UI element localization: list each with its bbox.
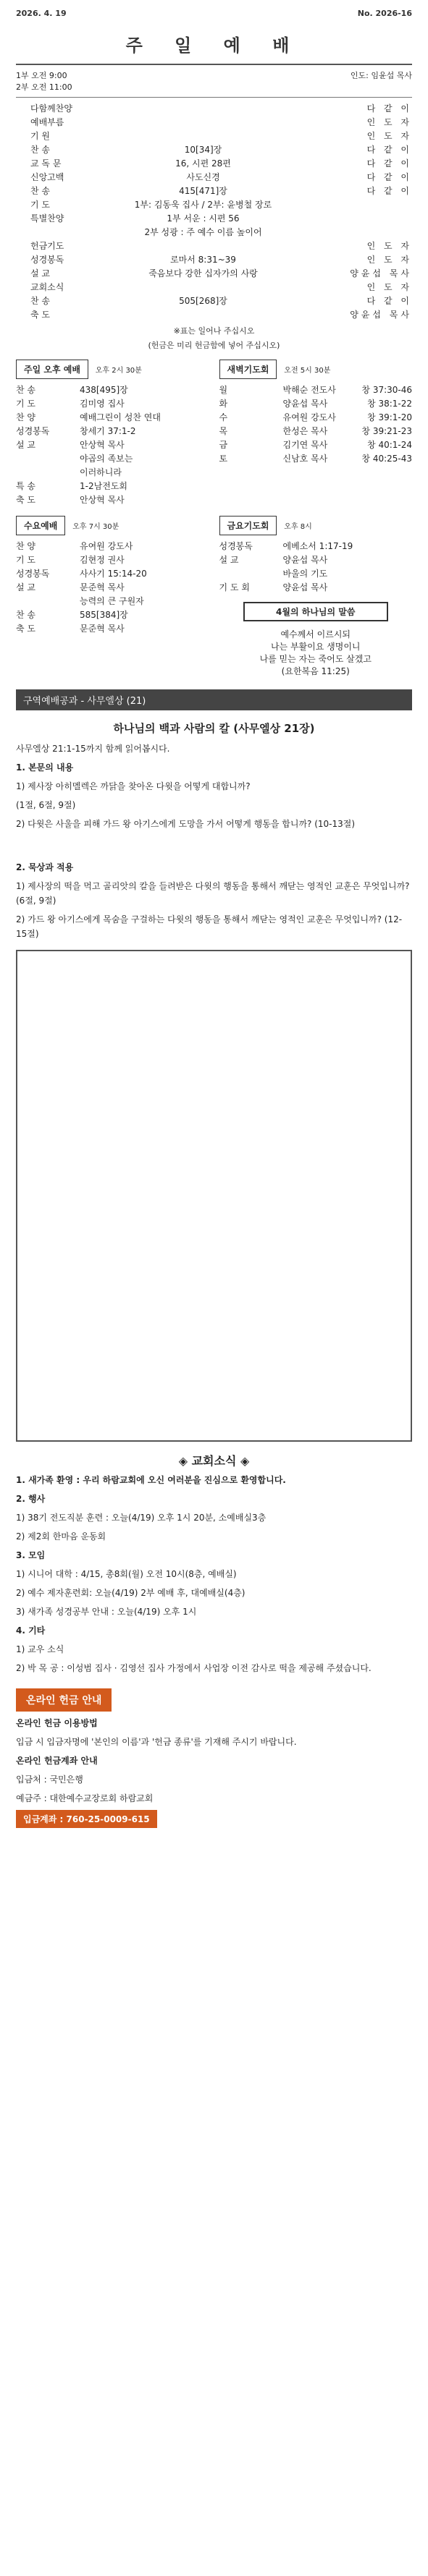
schedule-row bbox=[16, 452, 209, 466]
schedule-row bbox=[16, 438, 209, 452]
news-item: 3) 새가족 성경공부 안내 : 오늘(4/19) 오후 1시 bbox=[16, 1607, 197, 1617]
verse-line-1: 예수께서 이르시되 bbox=[280, 629, 351, 639]
schedule-cell: 창 40:25-43 bbox=[361, 454, 412, 464]
order-item: 찬 송 bbox=[30, 145, 50, 155]
order-detail bbox=[81, 129, 325, 143]
news-item: 1) 시니어 대학 : 4/15, 총8회(월) 오전 10시(8층, 예배실) bbox=[16, 1569, 237, 1579]
schedule-row bbox=[219, 397, 413, 411]
schedule-cell: 바울의 기도 bbox=[282, 569, 328, 579]
friday-time: 오후 8시 bbox=[284, 523, 312, 531]
lesson-q1: 1) 제사장 아히멜렉은 까닭을 찾아온 다윗을 어떻게 대합니까? bbox=[16, 781, 251, 791]
wednesday-friday-section bbox=[16, 516, 412, 678]
order-item: 성경봉독 bbox=[30, 255, 64, 265]
lesson-heading-1: 1. 본문의 내용 bbox=[16, 762, 74, 773]
order-leader: 다 같 이 bbox=[366, 145, 412, 155]
order-leader: 인 도 자 bbox=[366, 255, 412, 265]
schedule-cell: 예배그린이 성찬 연대 bbox=[80, 412, 161, 422]
news-item: 2) 제2회 한마음 운동회 bbox=[16, 1531, 106, 1542]
schedule-cell bbox=[16, 452, 80, 466]
offering-instruction: 입금 시 입금자명에 '본인의 이름'과 '헌금 종류'를 기재해 주시기 바랍니다. bbox=[16, 1737, 297, 1747]
schedule-row bbox=[16, 466, 209, 480]
header bbox=[16, 9, 412, 18]
order-item: 예배부름 bbox=[30, 117, 64, 127]
schedule-cell: 양윤섭 목사 bbox=[282, 399, 328, 409]
order-item: 교회소식 bbox=[30, 282, 64, 292]
schedule-cell: 성경봉독 bbox=[219, 541, 253, 551]
news-item: 1. 새가족 환영 : 우리 하람교회에 오신 여러분을 진심으로 환영합니다. bbox=[16, 1475, 286, 1485]
order-row bbox=[16, 184, 412, 198]
schedule-cell: 야곱의 족보는 bbox=[80, 454, 133, 464]
schedule-cell: 창 39:1-20 bbox=[367, 412, 412, 422]
schedule-cell bbox=[219, 567, 283, 581]
friday-prayer bbox=[219, 516, 413, 678]
schedule-cell: 찬 송 bbox=[16, 610, 35, 620]
schedule-cell: 찬 송 bbox=[16, 385, 35, 395]
order-leader: 다 같 이 bbox=[366, 172, 412, 182]
order-detail bbox=[81, 116, 325, 129]
order-leader: 인 도 자 bbox=[366, 282, 412, 292]
schedule-cell: 585[384]장 bbox=[80, 610, 128, 620]
lesson-q2: 2) 다윗은 사울을 피해 가드 왕 아기스에게 도망을 가서 어떻게 행동을 합니까? (10-13절) bbox=[16, 819, 356, 829]
schedule-row bbox=[16, 425, 209, 438]
order-detail bbox=[81, 102, 325, 116]
order-detail: 죽음보다 강한 십자가의 사랑 bbox=[148, 268, 258, 279]
order-item: 찬 송 bbox=[30, 186, 50, 196]
service-second: 2부 오전 11:00 bbox=[16, 82, 72, 92]
verse-line-2: 나는 부활이요 생명이니 bbox=[270, 642, 361, 652]
news-item: 4. 기타 bbox=[16, 1625, 46, 1636]
order-of-worship bbox=[16, 102, 412, 322]
offering-holder: 예금주 : 대한예수교장로회 하람교회 bbox=[16, 1793, 154, 1803]
lesson-title: 하나님의 백과 사람의 칼 (사무엘상 21장) bbox=[113, 722, 315, 735]
order-item: 다함께찬양 bbox=[30, 103, 72, 114]
order-detail: 505[268]장 bbox=[179, 296, 227, 306]
afternoon-time: 오후 2시 30분 bbox=[95, 367, 142, 375]
wednesday-title: 수요예배 bbox=[16, 516, 65, 535]
order-row bbox=[16, 308, 412, 322]
dawn-time: 오전 5시 30분 bbox=[284, 367, 331, 375]
order-detail: 로마서 8:31~39 bbox=[170, 255, 236, 265]
schedule-cell: 유여원 강도사 bbox=[282, 412, 336, 422]
order-item: 설 교 bbox=[30, 268, 50, 279]
afternoon-service bbox=[16, 360, 209, 507]
lesson-read: 사무엘상 21:1-15까지 함께 읽어봅시다. bbox=[16, 744, 170, 754]
order-row bbox=[16, 226, 412, 239]
schedule-cell: 창 37:30-46 bbox=[361, 385, 412, 395]
schedule-cell: 양윤섭 목사 bbox=[282, 582, 328, 592]
lesson-q3: 1) 제사장의 떡을 먹고 골리앗의 칼을 들려받은 다윗의 행동을 통해서 깨닫는 영적인 교훈은 무엇입니까? (6절, 9절) bbox=[16, 881, 410, 906]
schedule-cell: 438[495]장 bbox=[80, 385, 128, 395]
news-list bbox=[16, 1473, 412, 1675]
schedule-cell: 성경봉독 bbox=[16, 569, 50, 579]
order-detail bbox=[81, 239, 325, 253]
order-leader: 양윤섭 목사 bbox=[350, 268, 412, 279]
page-title: 주 일 예 배 bbox=[125, 35, 303, 56]
order-leader: 인 도 자 bbox=[366, 117, 412, 127]
offering-how: 온라인 헌금 이용방법 bbox=[16, 1718, 98, 1728]
order-detail: 사도신경 bbox=[186, 172, 220, 182]
schedule-row bbox=[16, 397, 209, 411]
schedule-cell: 특 송 bbox=[16, 481, 35, 491]
order-leader: 양윤섭 목사 bbox=[350, 310, 412, 320]
schedule-cell: 설 교 bbox=[16, 582, 35, 592]
order-item: 기 원 bbox=[30, 131, 50, 141]
friday-title: 금요기도회 bbox=[219, 516, 277, 535]
lesson-a1: (1절, 6절, 9절) bbox=[16, 800, 76, 810]
news-item: 1) 교우 소식 bbox=[16, 1644, 64, 1654]
schedule-row bbox=[16, 595, 209, 608]
schedule-cell: 기 도 bbox=[16, 399, 35, 409]
schedule-cell: 축 도 bbox=[16, 495, 35, 505]
schedule-cell: 김현정 권사 bbox=[80, 555, 125, 565]
order-row bbox=[16, 239, 412, 253]
news-item: 3. 모임 bbox=[16, 1550, 46, 1560]
order-detail: 1부: 김동욱 집사 / 2부: 윤병철 장로 bbox=[134, 200, 272, 210]
schedule-cell: 설 교 bbox=[16, 440, 35, 450]
order-leader: 다 같 이 bbox=[366, 158, 412, 169]
verse-reference: (요한복음 11:25) bbox=[281, 666, 350, 676]
order-leader: 다 같 이 bbox=[366, 103, 412, 114]
service-first: 1부 오전 9:00 bbox=[16, 71, 67, 80]
schedule-cell bbox=[16, 466, 80, 480]
schedule-cell: 기 도 bbox=[16, 555, 35, 565]
schedule-row bbox=[219, 581, 413, 595]
schedule-row bbox=[16, 622, 209, 636]
order-detail bbox=[81, 308, 325, 322]
wednesday-service bbox=[16, 516, 209, 678]
schedule-cell: 찬 양 bbox=[16, 541, 35, 551]
schedule-cell: 수 bbox=[219, 412, 228, 422]
afternoon-dawn-section bbox=[16, 360, 412, 507]
schedule-cell: 1-2남전도회 bbox=[80, 481, 127, 491]
schedule-row bbox=[219, 411, 413, 425]
schedule-row bbox=[219, 425, 413, 438]
schedule-row bbox=[16, 553, 209, 567]
order-row bbox=[16, 129, 412, 143]
order-row bbox=[16, 171, 412, 184]
schedule-cell: 유여원 강도사 bbox=[80, 541, 133, 551]
service-times bbox=[16, 69, 412, 93]
order-item: 찬 송 bbox=[30, 296, 50, 306]
order-leader bbox=[325, 212, 412, 226]
afternoon-title: 주일 오후 예배 bbox=[16, 360, 88, 379]
order-leader: 다 같 이 bbox=[366, 296, 412, 306]
schedule-cell: 창 38:1-22 bbox=[367, 399, 412, 409]
order-detail bbox=[81, 281, 325, 294]
schedule-cell: 토 bbox=[219, 454, 228, 464]
news-item: 2) 박 목 공 : 이성범 집사 · 김영선 집사 가정에서 사업장 이전 감사로 떡을 제공해 주셨습니다. bbox=[16, 1663, 372, 1673]
schedule-row bbox=[219, 452, 413, 466]
schedule-cell: 찬 양 bbox=[16, 412, 35, 422]
order-item: 교 독 문 bbox=[30, 158, 62, 169]
offering-account: 입금계좌 : 760-25-0009-615 bbox=[16, 1810, 157, 1828]
schedule-cell: 축 도 bbox=[16, 624, 35, 634]
schedule-cell: 화 bbox=[219, 399, 228, 409]
verse-title: 4월의 하나님의 말씀 bbox=[243, 602, 388, 621]
schedule-row bbox=[219, 553, 413, 567]
order-detail: 1부 서운 : 시편 56 bbox=[167, 213, 240, 224]
schedule-cell: 창 39:21-23 bbox=[361, 426, 412, 436]
schedule-cell: 능력의 큰 구원자 bbox=[80, 596, 144, 606]
schedule-cell: 금 bbox=[219, 440, 228, 450]
schedule-cell: 기 도 회 bbox=[219, 582, 250, 592]
schedule-cell: 문준혁 목사 bbox=[80, 582, 125, 592]
schedule-row bbox=[16, 581, 209, 595]
news-item: 2. 행사 bbox=[16, 1494, 46, 1504]
schedule-row bbox=[16, 567, 209, 581]
schedule-cell: 사사기 15:14-20 bbox=[80, 569, 147, 579]
order-row bbox=[16, 281, 412, 294]
news-title: ◈ 교회소식 ◈ bbox=[178, 1454, 250, 1468]
order-item: 축 도 bbox=[30, 310, 50, 320]
order-item bbox=[16, 226, 81, 239]
news-item: 2) 예수 제자훈련회: 오늘(4/19) 2부 예배 후, 대예배실(4층) bbox=[16, 1588, 246, 1598]
schedule-cell: 목 bbox=[219, 426, 228, 436]
order-detail: 16, 시편 28편 bbox=[175, 158, 231, 169]
wednesday-time: 오후 7시 30분 bbox=[72, 523, 119, 531]
schedule-row bbox=[16, 383, 209, 397]
schedule-cell: 월 bbox=[219, 385, 228, 395]
schedule-cell: 성경봉독 bbox=[16, 426, 50, 436]
order-row bbox=[16, 212, 412, 226]
schedule-cell bbox=[16, 595, 80, 608]
schedule-cell: 안상혁 목사 bbox=[80, 495, 125, 505]
order-row bbox=[16, 267, 412, 281]
schedule-cell: 신남호 목사 bbox=[282, 454, 328, 464]
lesson-q4: 2) 가드 왕 아기스에게 목숨을 구걸하는 다윗의 행동을 통해서 깨닫는 영적인 교훈은 무엇입니까? (12-15절) bbox=[16, 914, 403, 939]
order-leader bbox=[325, 198, 412, 212]
schedule-row bbox=[219, 438, 413, 452]
order-leader: 다 같 이 bbox=[366, 186, 412, 196]
dawn-title: 새벽기도회 bbox=[219, 360, 277, 379]
bulletin-number: No. 2026-16 bbox=[357, 9, 412, 18]
order-row bbox=[16, 116, 412, 129]
order-detail: 415[471]장 bbox=[179, 186, 227, 196]
notice-offering: (헌금은 미리 헌금함에 넣어 주십시오) bbox=[148, 341, 280, 350]
order-detail: 10[34]장 bbox=[184, 145, 222, 155]
service-leader: 인도: 임윤섭 목사 bbox=[350, 71, 412, 80]
schedule-row bbox=[219, 383, 413, 397]
order-row bbox=[16, 198, 412, 212]
schedule-cell: 이러하니라 bbox=[80, 467, 122, 477]
schedule-cell: 문준혁 목사 bbox=[80, 624, 125, 634]
order-item: 신앙고백 bbox=[30, 172, 64, 182]
dawn-prayer bbox=[219, 360, 413, 507]
schedule-cell: 에베소서 1:17-19 bbox=[282, 541, 353, 551]
order-row bbox=[16, 102, 412, 116]
schedule-row bbox=[219, 567, 413, 581]
lesson-bar: 구역예배공과 - 사무엘상 (21) bbox=[16, 689, 412, 710]
offering-account-title: 온라인 헌금계좌 안내 bbox=[16, 1756, 98, 1766]
schedule-cell: 한성은 목사 bbox=[282, 426, 328, 436]
schedule-row bbox=[16, 493, 209, 507]
schedule-cell: 김기연 목사 bbox=[282, 440, 328, 450]
order-leader bbox=[325, 226, 412, 239]
schedule-row bbox=[16, 608, 209, 622]
schedule-cell: 안상혁 목사 bbox=[80, 440, 125, 450]
schedule-cell: 창 40:1-24 bbox=[367, 440, 412, 450]
verse-line-3: 나를 믿는 자는 죽어도 살겠고 bbox=[259, 654, 372, 664]
schedule-cell: 설 교 bbox=[219, 555, 239, 565]
order-item: 헌금기도 bbox=[30, 241, 64, 251]
worship-info-tables bbox=[16, 950, 412, 1442]
offering-bar: 온라인 헌금 안내 bbox=[16, 1688, 112, 1712]
schedule-row bbox=[219, 540, 413, 553]
order-row bbox=[16, 294, 412, 308]
order-item: 특별찬양 bbox=[30, 213, 64, 224]
schedule-row bbox=[16, 411, 209, 425]
order-leader: 인 도 자 bbox=[366, 131, 412, 141]
schedule-row bbox=[16, 480, 209, 493]
lesson-heading-2: 2. 묵상과 적용 bbox=[16, 862, 74, 872]
bulletin-date: 2026. 4. 19 bbox=[16, 9, 67, 18]
schedule-cell: 박해순 전도사 bbox=[282, 385, 336, 395]
schedule-cell: 김미영 집사 bbox=[80, 399, 125, 409]
news-item: 1) 38기 전도직분 훈련 : 오늘(4/19) 오후 1시 20분, 소예배실3층 bbox=[16, 1513, 267, 1523]
offering-bank: 입금처 : 국민은행 bbox=[16, 1774, 83, 1785]
schedule-cell: 창세기 37:1-2 bbox=[80, 426, 136, 436]
order-row bbox=[16, 157, 412, 171]
order-row bbox=[16, 253, 412, 267]
order-row bbox=[16, 143, 412, 157]
schedule-cell: 양윤섭 목사 bbox=[282, 555, 328, 565]
order-detail: 2부 성광 : 주 예수 이름 높이어 bbox=[144, 227, 262, 237]
notice-stand: ※표는 일어나 주십시오 bbox=[173, 326, 255, 336]
order-leader: 인 도 자 bbox=[366, 241, 412, 251]
schedule-row bbox=[16, 540, 209, 553]
order-item: 기 도 bbox=[30, 200, 50, 210]
monthly-verse bbox=[219, 629, 413, 678]
